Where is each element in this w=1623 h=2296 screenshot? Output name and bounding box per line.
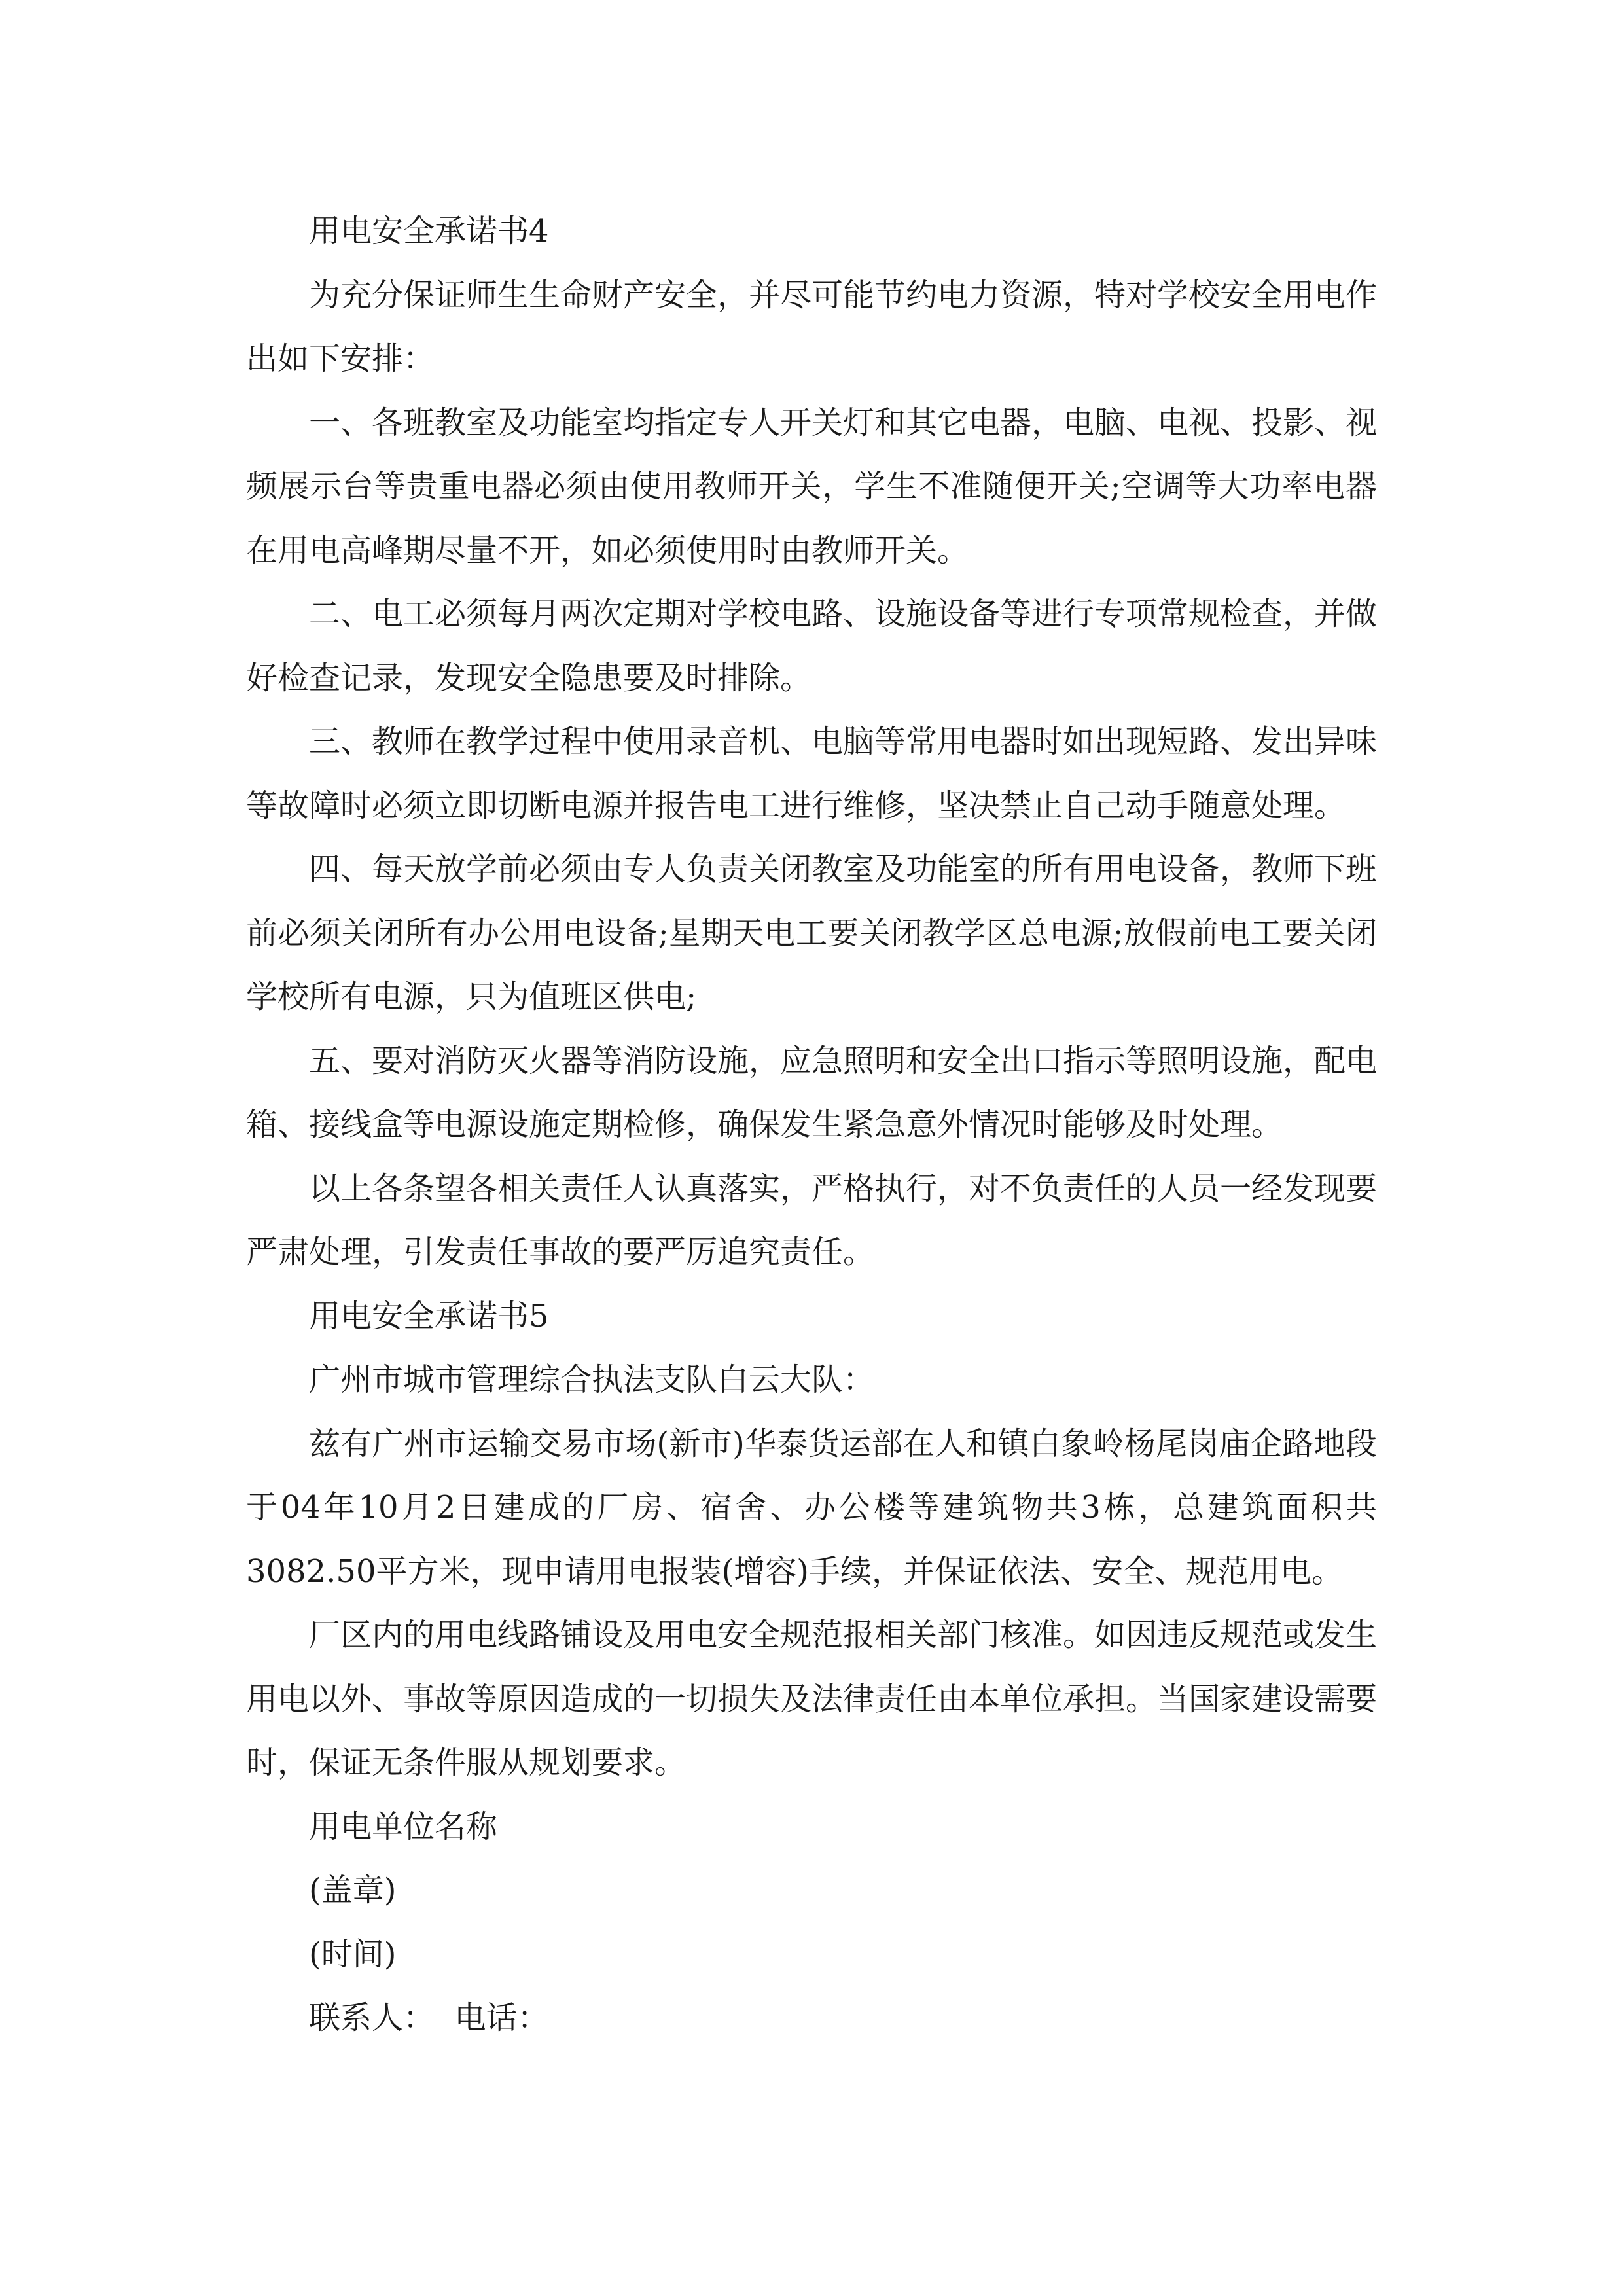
item-1-paragraph: 一、各班教室及功能室均指定专人开关灯和其它电器，电脑、电视、投影、视频展示台等贵重电器必须由使用教师开关，学生不准随便开关;空调等大功率电器在用电高峰期尽量不开，如必须使用时由教师开关。 [246,404,1378,569]
application-paragraph: 兹有广州市运输交易市场(新市)华泰货运部在人和镇白象岭杨尾岗庙企路地段于04年10月2日建成的厂房、宿舍、办公楼等建筑物共3栋，总建筑面积共3082.50平方米，现申请用电报装(增容)手续，并保证依法、安全、规范用电。 [246,1425,1377,1590]
document-body [246,200,1377,2051]
heading-commitment-4: 用电安全承诺书4 [309,213,549,249]
heading-commitment-5: 用电安全承诺书5 [309,1297,549,1335]
unit-name-line: 用电单位名称 [309,1808,498,1845]
item-4-paragraph: 四、每天放学前必须由专人负责关闭教室及功能室的所有用电设备，教师下班前必须关闭所有办公用电设备;星期天电工要关闭教学区总电源;放假前电工要关闭学校所有电源，只为值班区供电; [246,851,1378,1015]
addressee-line: 广州市城市管理综合执法支队白云大队： [309,1361,875,1398]
date-line: (时间) [309,1935,397,1973]
intro-paragraph: 为充分保证师生生命财产安全，并尽可能节约电力资源，特对学校安全用电作出如下安排： [246,276,1378,377]
seal-line: (盖章) [309,1872,397,1909]
liability-paragraph: 厂区内的用电线路铺设及用电安全规范报相关部门核准。如因违反规范或发生用电以外、事故等原因造成的一切损失及法律责任由本单位承担。当国家建设需要时，保证无条件服从规划要求。 [246,1617,1378,1781]
closing-paragraph: 以上各条望各相关责任人认真落实，严格执行，对不负责任的人员一经发现要严肃处理，引发责任事故的要严厉追究责任。 [246,1170,1378,1270]
item-5-paragraph: 五、要对消防灭火器等消防设施，应急照明和安全出口指示等照明设施，配电箱、接线盒等电源设施定期检修，确保发生紧急意外情况时能够及时处理。 [246,1042,1378,1143]
item-3-paragraph: 三、教师在教学过程中使用录音机、电脑等常用电器时如出现短路、发出异味等故障时必须立即切断电源并报告电工进行维修，坚决禁止自己动手随意处理。 [246,723,1378,824]
item-2-paragraph: 二、电工必须每月两次定期对学校电路、设施设备等进行专项常规检查，并做好检查记录，发现安全隐患要及时排除。 [246,596,1378,696]
contact-line: 联系人： 电话： [309,2000,549,2036]
